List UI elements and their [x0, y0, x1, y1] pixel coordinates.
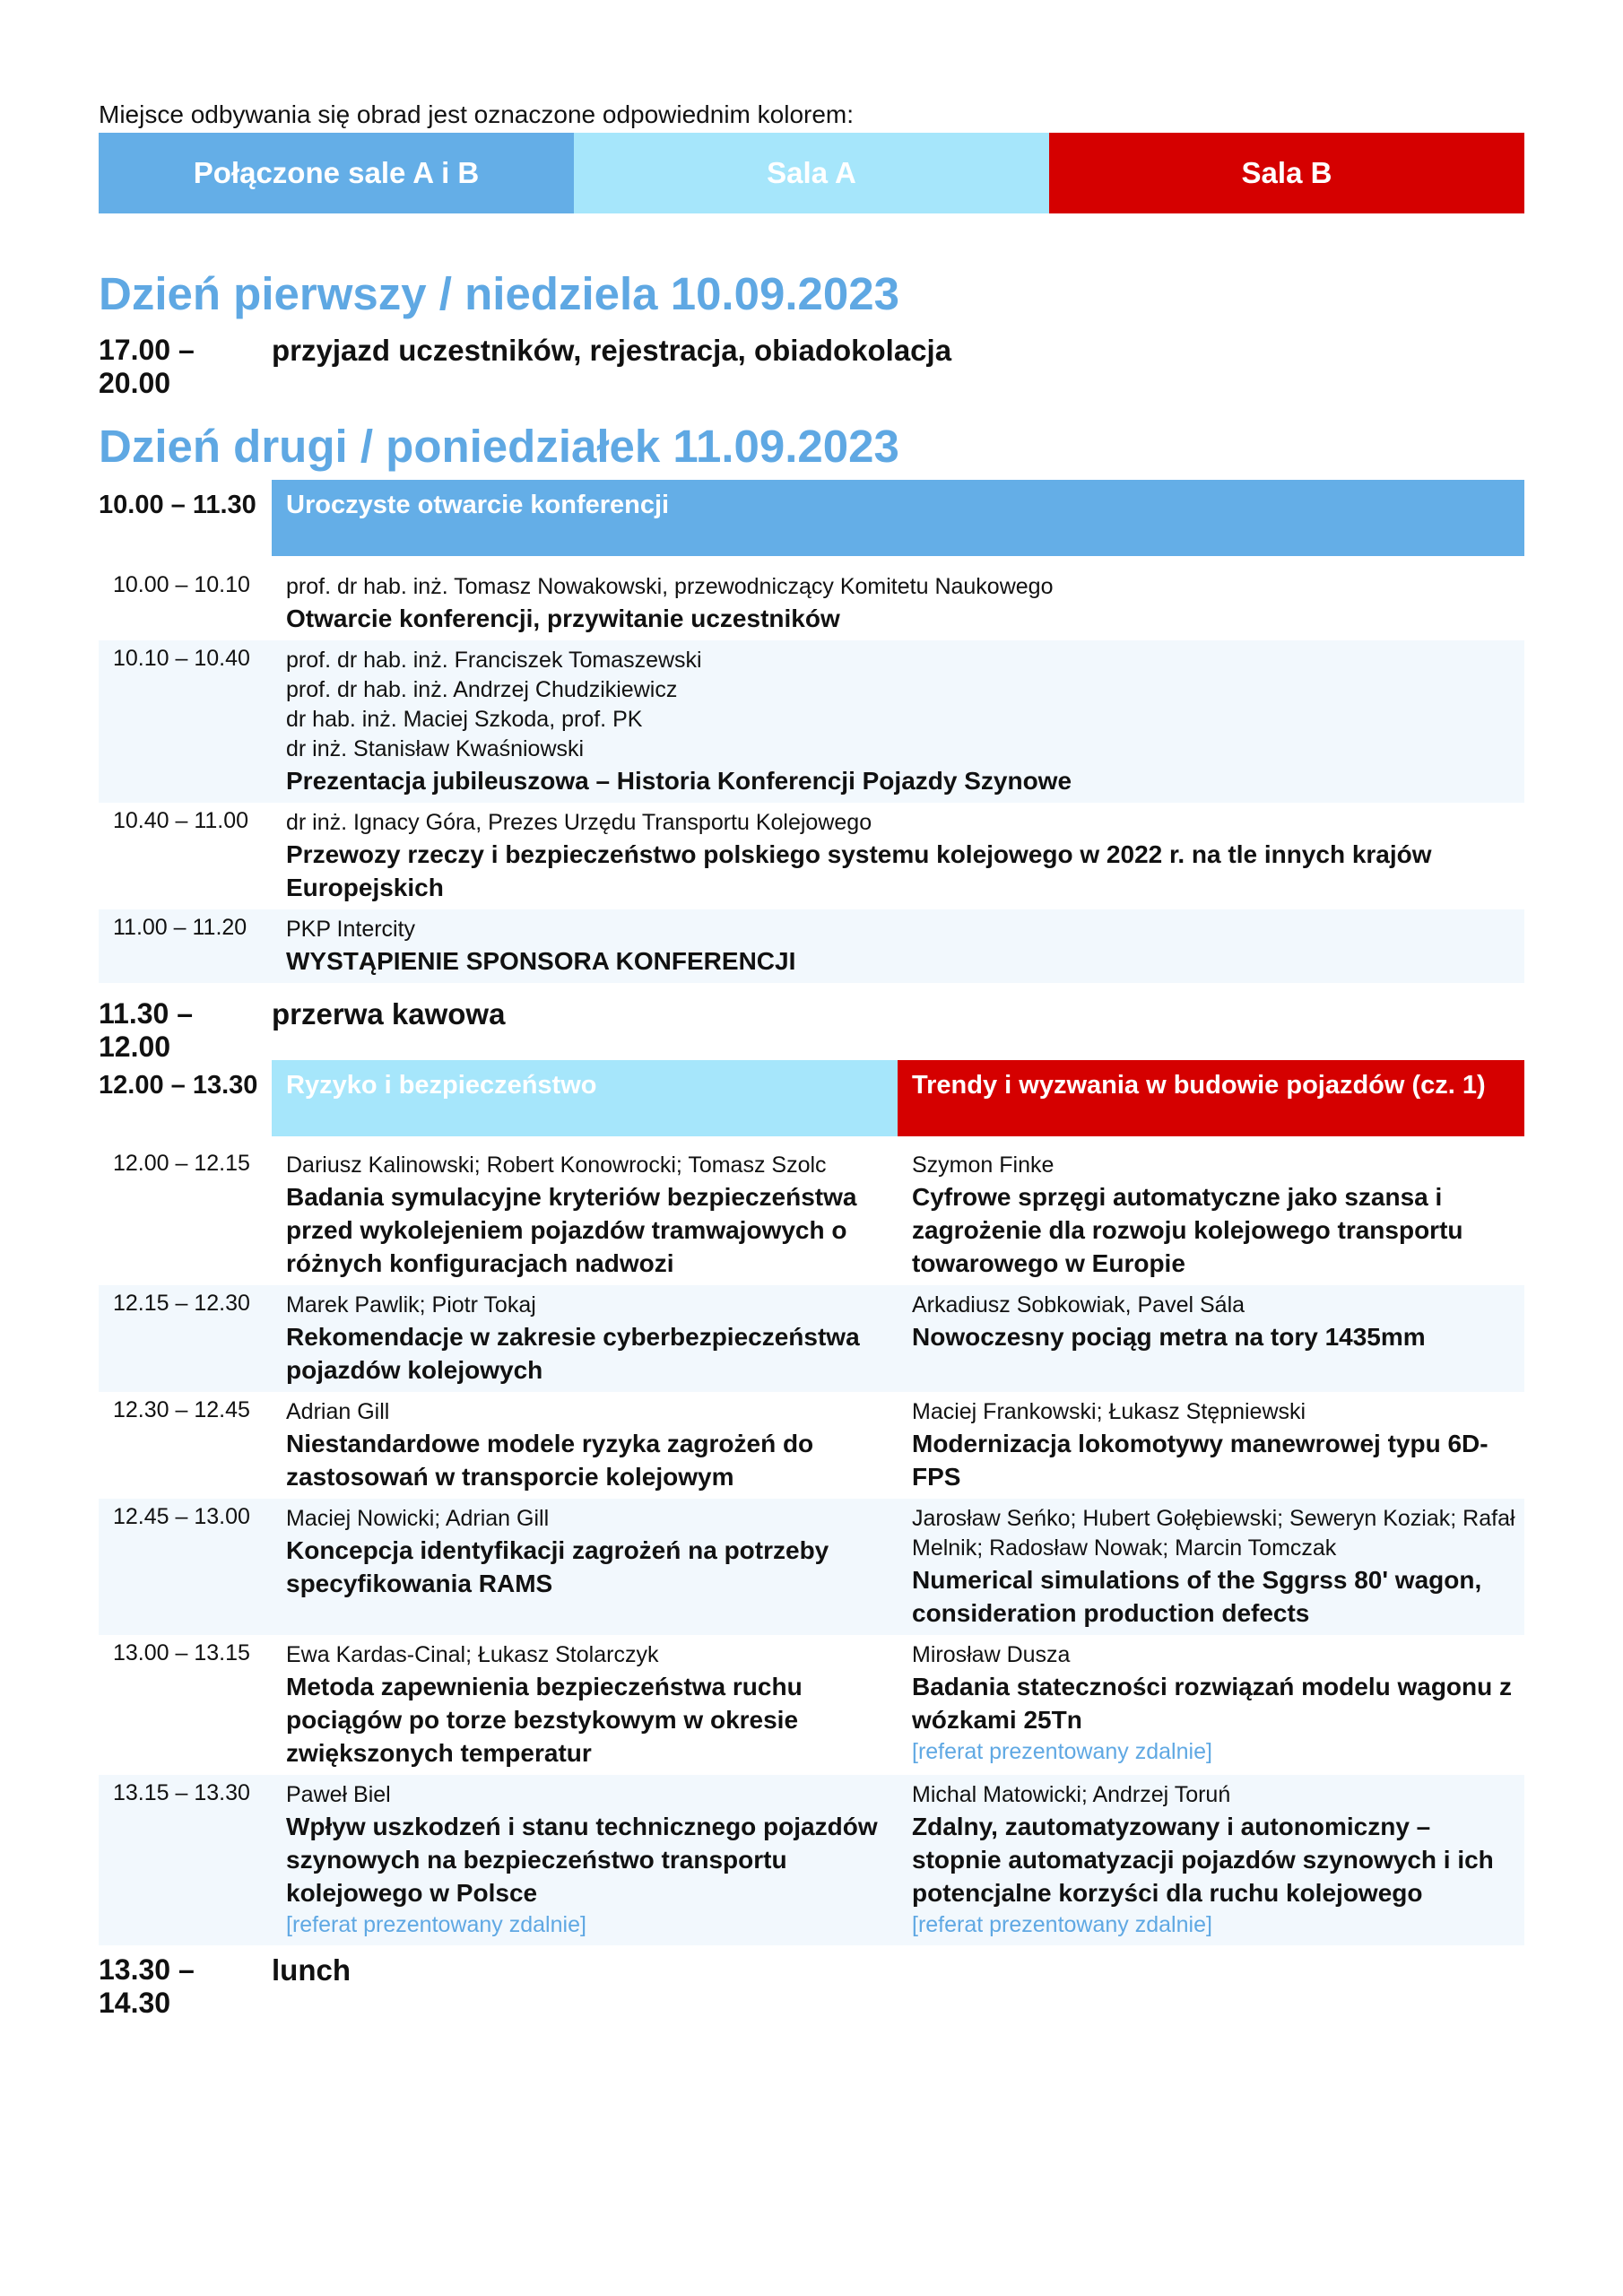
row-author: dr inż. Ignacy Góra, Prezes Urzędu Transportu Kolejowego — [286, 810, 872, 835]
row-time: 13.15 – 13.30 — [113, 1780, 250, 1805]
remote-note: [referat prezentowany zdalnie] — [912, 1912, 1212, 1937]
table-row — [99, 909, 1524, 983]
table-row — [99, 1285, 1524, 1392]
row-time: 12.30 – 12.45 — [113, 1397, 250, 1422]
table-row — [99, 1775, 1524, 1945]
session-opening-title: Uroczyste otwarcie konferencji — [272, 480, 1524, 556]
table-row — [99, 567, 1524, 640]
room-a-title: Wpływ uszkodzeń i stanu technicznego pojazdów szynowych na bezpieczeństwo transportu kolejowego w Polsce — [286, 1813, 878, 1907]
row-time: 12.45 – 13.00 — [113, 1504, 250, 1529]
room-b-author: Mirosław Dusza — [912, 1642, 1071, 1667]
table-row — [99, 1499, 1524, 1635]
room-legend — [99, 133, 1524, 213]
room-a-author: Paweł Biel — [286, 1782, 391, 1807]
room-a-title: Niestandardowe modele ryzyka zagrożeń do zastosowań w transporcie kolejowym — [286, 1430, 814, 1491]
room-a-author: Adrian Gill — [286, 1399, 390, 1424]
room-b-title: Nowoczesny pociąg metra na tory 1435mm — [912, 1323, 1426, 1351]
room-a-author: Dariusz Kalinowski; Robert Konowrocki; Tomasz Szolc — [286, 1152, 827, 1178]
table-row — [99, 803, 1524, 909]
table-row — [99, 1635, 1524, 1775]
row-author: prof. dr hab. inż. Franciszek Tomaszewski — [286, 648, 702, 673]
remote-note: [referat prezentowany zdalnie] — [286, 1912, 586, 1937]
table-row — [99, 1392, 1524, 1499]
room-a-title: Metoda zapewnienia bezpieczeństwa ruchu pociągów po torze bezstykowym w okresie zwiększonych temperatur — [286, 1673, 803, 1767]
legend-rooms-ab: Połączone sale A i B — [99, 133, 574, 213]
room-b-title: Zdalny, zautomatyzowany i autonomiczny – stopnie automatyzacji pojazdów szynowych i ich potencjalne korzyści dla ruchu kolejowego — [912, 1813, 1494, 1907]
day1-title: Dzień pierwszy / niedziela 10.09.2023 — [99, 268, 899, 319]
room-a-title: Koncepcja identyfikacji zagrożeń na potrzeby specyfikowania RAMS — [286, 1536, 829, 1597]
room-b-title: Cyfrowe sprzęgi automatyczne jako szansa i zagrożenie dla rozwoju kolejowego transportu towarowego w Europie — [912, 1183, 1463, 1277]
row-time: 13.00 – 13.15 — [113, 1640, 250, 1665]
row-title: Prezentacja jubileuszowa – Historia Konferencji Pojazdy Szynowe — [286, 767, 1072, 795]
legend-room-b: Sala B — [1049, 133, 1524, 213]
session-opening-time: 10.00 – 11.30 — [99, 491, 256, 519]
session-room-a-title: Ryzyko i bezpieczeństwo — [272, 1060, 898, 1136]
row-time: 10.10 – 10.40 — [113, 646, 250, 671]
row-author: prof. dr hab. inż. Andrzej Chudzikiewicz — [286, 677, 678, 702]
row-author: prof. dr hab. inż. Tomasz Nowakowski, przewodniczący Komitetu Naukowego — [286, 574, 1054, 599]
legend-caption: Miejsce odbywania się obrad jest oznaczone odpowiednim kolorem: — [99, 100, 855, 128]
day2-title: Dzień drugi / poniedziałek 11.09.2023 — [99, 421, 899, 472]
room-a-author: Ewa Kardas-Cinal; Łukasz Stolarczyk — [286, 1642, 659, 1667]
legend-room-a: Sala A — [574, 133, 1049, 213]
session-opening — [99, 480, 1524, 983]
row-title: Przewozy rzeczy i bezpieczeństwo polskiego systemu kolejowego w 2022 r. na tle innych krajów Europejskich — [286, 840, 1432, 901]
row-time: 12.00 – 12.15 — [113, 1151, 250, 1176]
coffee-break-time: 11.30 – 12.00 — [99, 997, 193, 1063]
room-a-author: Marek Pawlik; Piotr Tokaj — [286, 1292, 536, 1318]
room-b-author: Jarosław Seńko; Hubert Gołębiewski; Seweryn Koziak; Rafał Melnik; Radosław Nowak; Marcin Tomczak — [912, 1506, 1515, 1561]
row-title: WYSTĄPIENIE SPONSORA KONFERENCJI — [286, 947, 796, 975]
lunch-desc: lunch — [272, 1953, 351, 1987]
row-author: PKP Intercity — [286, 917, 416, 942]
room-b-author: Maciej Frankowski; Łukasz Stępniewski — [912, 1399, 1306, 1424]
row-time: 10.40 – 11.00 — [113, 808, 249, 833]
room-a-author: Maciej Nowicki; Adrian Gill — [286, 1506, 550, 1531]
session-room-b-title: Trendy i wyzwania w budowie pojazdów (cz. 1) — [898, 1060, 1524, 1136]
lunch — [99, 1953, 351, 2020]
row-author: dr inż. Stanisław Kwaśniowski — [286, 736, 585, 761]
row-author: dr hab. inż. Maciej Szkoda, prof. PK — [286, 707, 643, 732]
room-b-title: Badania stateczności rozwiązań modelu wagonu z wózkami 25Tn — [912, 1673, 1513, 1734]
room-a-title: Rekomendacje w zakresie cyberbezpieczeństwa pojazdów kolejowych — [286, 1323, 860, 1384]
remote-note: [referat prezentowany zdalnie] — [912, 1739, 1212, 1764]
day1-arrival-desc: przyjazd uczestników, rejestracja, obiadokolacja — [272, 334, 952, 367]
lunch-time: 13.30 – 14.30 — [99, 1953, 195, 2019]
row-time: 11.00 – 11.20 — [113, 915, 247, 940]
coffee-break-desc: przerwa kawowa — [272, 997, 506, 1031]
row-time: 10.00 – 10.10 — [113, 572, 250, 597]
row-title: Otwarcie konferencji, przywitanie uczestników — [286, 604, 840, 632]
room-b-title: Modernizacja lokomotywy manewrowej typu 6D-FPS — [912, 1430, 1488, 1491]
room-a-title: Badania symulacyjne kryteriów bezpieczeństwa przed wykolejeniem pojazdów tramwajowych o różnych konfiguracjach nadwozi — [286, 1183, 857, 1277]
table-row — [99, 1145, 1524, 1285]
row-time: 12.15 – 12.30 — [113, 1291, 250, 1316]
day1-arrival-time: 17.00 – 20.00 — [99, 334, 195, 399]
table-row — [99, 640, 1524, 803]
room-b-author: Arkadiusz Sobkowiak, Pavel Sála — [912, 1292, 1245, 1318]
room-b-author: Michal Matowicki; Andrzej Toruń — [912, 1782, 1231, 1807]
room-b-title: Numerical simulations of the Sggrss 80' wagon, consideration production defects — [912, 1566, 1482, 1627]
room-b-author: Szymon Finke — [912, 1152, 1055, 1178]
coffee-break — [99, 997, 505, 1064]
day1-arrival — [99, 334, 951, 400]
session-parallel — [99, 1060, 1524, 1945]
session-parallel-time: 12.00 – 13.30 — [99, 1071, 258, 1100]
